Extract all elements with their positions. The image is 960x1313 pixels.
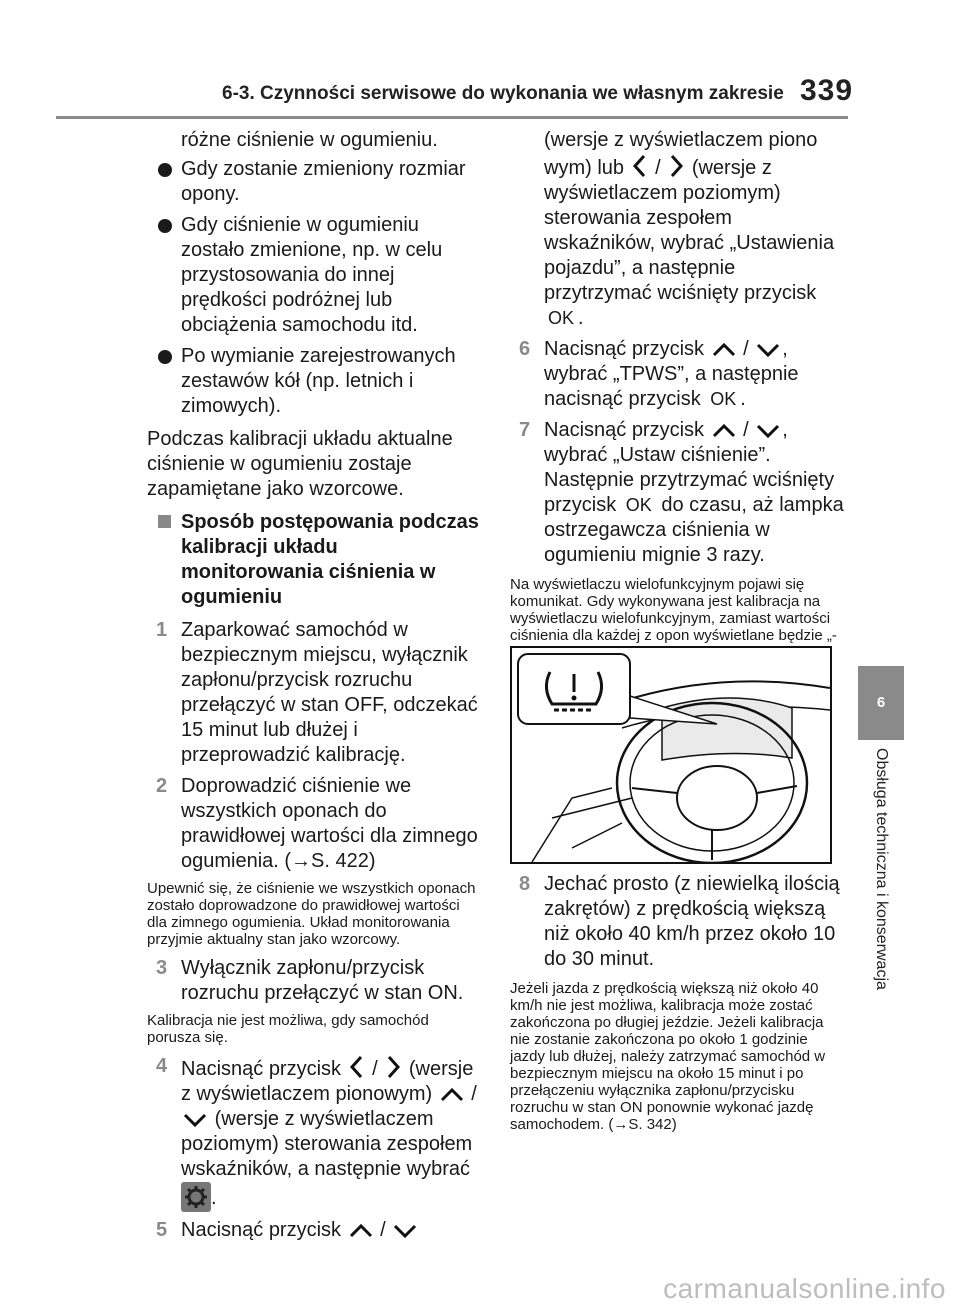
period: .	[578, 307, 584, 329]
step-3	[147, 956, 483, 1006]
subheading-row	[147, 510, 483, 610]
comma: ,	[782, 419, 788, 441]
subheading: Sposób postępowania podczas kalibracji układu monitorowania ciśnienia w ogumieniu	[181, 511, 479, 608]
slash: /	[380, 1219, 386, 1241]
step-number: 6	[519, 338, 531, 360]
step-text	[510, 337, 845, 412]
bullet-icon	[158, 350, 172, 364]
ok-button-symbol: OK	[710, 389, 737, 409]
step-number: 3	[156, 957, 168, 979]
left-column	[147, 120, 483, 1243]
tpms-warning-illustration	[510, 646, 832, 864]
gear-icon	[181, 1182, 211, 1212]
step-text	[147, 1054, 483, 1212]
dashboard-drawing	[512, 648, 830, 862]
step-text	[147, 1218, 483, 1243]
square-bullet-icon	[158, 515, 171, 528]
note: Na wyświetlaczu wielofunkcyjnym pojawi się komunikat. Gdy wykonywana jest kalibracja na wyświetlaczu wielofunkcyjnym, zamiast wartości ciśnienia dla każdej z opon wyświetlane będzie „-	[510, 576, 837, 644]
step-6	[510, 337, 845, 412]
bullet-text: Po wymianie zarejestrowanych zestawów kół (np. letnich i zimowych).	[181, 345, 456, 417]
chapter-label: Obsługa techniczna i konserwacja	[873, 748, 890, 990]
chevron-right-icon	[666, 153, 686, 179]
list-item	[147, 344, 483, 419]
step-text: Doprowadzić ciśnienie we wszystkich oponach do prawidłowej wartości dla zimnego ogumienia. (→S. 422)	[181, 775, 478, 872]
period: .	[211, 1187, 217, 1209]
step-6-b: wybrać „TPWS”, a następnie nacisnąć przycisk	[544, 363, 799, 410]
list-item	[147, 157, 483, 207]
ok-button-symbol: OK	[548, 308, 575, 328]
chevron-up-icon	[347, 1221, 375, 1241]
step-4	[147, 1054, 483, 1212]
bullet-icon	[158, 219, 172, 233]
step-5-continued	[510, 128, 845, 331]
step-number: 5	[156, 1219, 168, 1241]
step-1	[147, 618, 483, 768]
watermark: carmanualsonline.info	[663, 1273, 946, 1304]
step-8	[510, 872, 845, 972]
step-2	[147, 774, 483, 874]
chevron-right-icon	[383, 1054, 403, 1080]
chapter-tab: 6	[858, 666, 904, 740]
chevron-down-icon	[754, 340, 782, 360]
chevron-up-icon	[438, 1085, 466, 1105]
slash: /	[471, 1083, 477, 1105]
note: Jeżeli jazda z prędkością większą niż około 40 km/h nie jest możliwa, kalibracja może zostać zakończona po długiej jeździe. Jeżeli kalibracja nie zostanie zakończona po około 1 godzinie jazdy lub dłużej, należy zatrzymać samochód w bezpiecznym miejscu na około 15 minut i po przełączeniu wyłącznika zapłonu/przycisku rozruchu w stan ON ponownie wykonać jazdę samochodem. (→S. 342)	[510, 980, 826, 1133]
step-number: 4	[156, 1055, 168, 1077]
list-item	[147, 213, 483, 338]
section-title: 6-3. Czynności serwisowe do wykonania we własnym zakresie	[222, 83, 784, 104]
note: Upewnić się, że ciśnienie we wszystkich oponach zostało doprowadzone do prawidłowej wartości dla zimnego ogumienia. Układ monitorowania przyjmie aktualny stan jako wzorcowy.	[147, 880, 476, 948]
slash: /	[743, 419, 749, 441]
comma: ,	[782, 338, 788, 360]
step-4-b: (wersje z wyświetlaczem pionowym)	[181, 1058, 474, 1105]
right-column	[510, 120, 845, 661]
step-number: 8	[519, 873, 531, 895]
step-7-b: wybrać „Ustaw ciśnienie”. Następnie przytrzymać wciśnięty przycisk	[544, 444, 835, 516]
cont-b: (wersje z wyświetlaczem poziomym) sterowania zespołem wskaźników, wybrać „Ustawienia pojazdu”, a następnie przytrzymać wciśnięty przycisk	[544, 157, 835, 304]
step-text	[510, 418, 845, 568]
slash: /	[743, 338, 749, 360]
bullet-icon	[158, 163, 172, 177]
chevron-left-icon	[347, 1054, 367, 1080]
paragraph: Podczas kalibracji układu aktualne ciśnienie w ogumieniu zostaje zapamiętane jako wzorcowe.	[147, 428, 453, 500]
chevron-up-icon	[710, 421, 738, 441]
step-number: 7	[519, 419, 531, 441]
bullet-text: Gdy zostanie zmieniony rozmiar opony.	[181, 158, 466, 205]
step-number: 1	[156, 619, 168, 641]
chevron-left-icon	[630, 153, 650, 179]
step-7-a: Nacisnąć przycisk	[544, 419, 705, 441]
step-4-c: (wersje z wyświetlaczem poziomym) sterowania zespołem wskaźników, a następnie wybrać	[181, 1108, 473, 1180]
step-7	[510, 418, 845, 568]
right-column-lower	[510, 872, 845, 1133]
slash: /	[372, 1058, 378, 1080]
step-number: 2	[156, 775, 168, 797]
slash: /	[655, 157, 661, 179]
step-5-a: Nacisnąć przycisk	[181, 1219, 342, 1241]
step-4-a: Nacisnąć przycisk	[181, 1058, 342, 1080]
step-text: Wyłącznik zapłonu/przycisk rozruchu przełączyć w stan ON.	[181, 957, 464, 1004]
ok-button-symbol: OK	[625, 495, 652, 515]
note: Kalibracja nie jest możliwa, gdy samochód porusza się.	[147, 1012, 429, 1046]
chevron-down-icon	[754, 421, 782, 441]
cont-a: (wersje z wyświetlaczem piono wym) lub	[544, 129, 818, 179]
step-text: Zaparkować samochód w bezpiecznym miejscu, wyłącznik zapłonu/przycisk rozruchu przełączyć w stan OFF, odczekać 15 minut lub dłużej i przeprowadzić kalibrację.	[181, 619, 478, 766]
step-6-a: Nacisnąć przycisk	[544, 338, 705, 360]
chevron-down-icon	[181, 1110, 209, 1130]
step-text: Jechać prosto (z niewielką ilością zakrętów) z prędkością większą niż około 40 km/h przez około 10 do 30 minut.	[544, 873, 840, 970]
period: .	[740, 388, 746, 410]
page-number: 339	[800, 74, 854, 107]
step-7-c: do czasu, aż lampka ostrzegawcza ciśnienia w ogumieniu mignie 3 razy.	[544, 494, 844, 566]
chevron-down-icon	[391, 1221, 419, 1241]
chevron-up-icon	[710, 340, 738, 360]
step-5	[147, 1218, 483, 1243]
bullet-text: Gdy ciśnienie w ogumieniu zostało zmienione, np. w celu przystosowania do innej prędkości podróżnej lub obciążenia samochodu itd.	[181, 214, 443, 336]
header-rule	[56, 116, 848, 119]
intro-line: różne ciśnienie w ogumieniu.	[181, 129, 438, 151]
